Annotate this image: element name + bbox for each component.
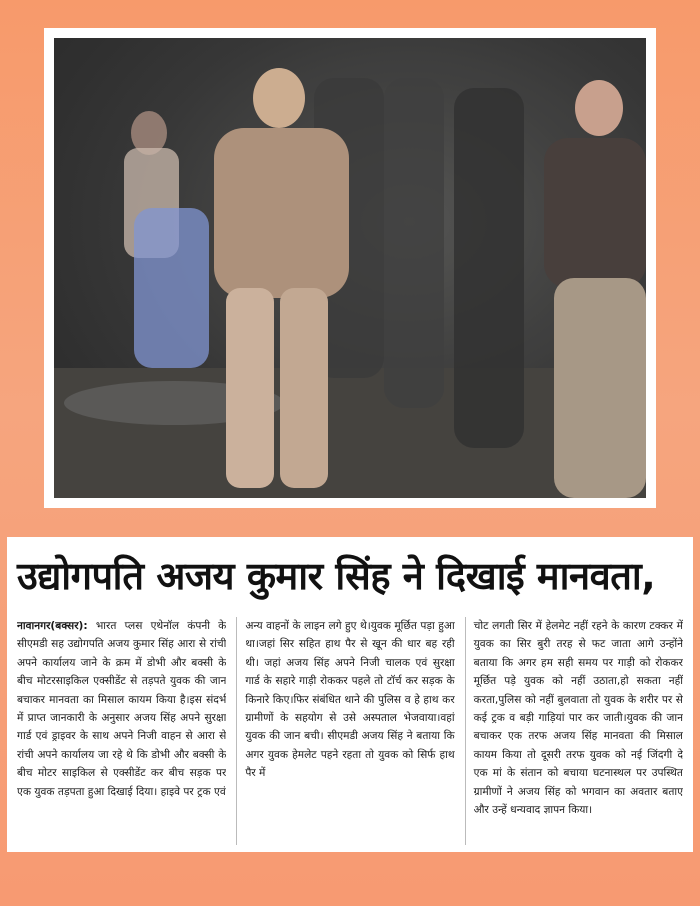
night-scene-image bbox=[54, 38, 646, 498]
photo-frame bbox=[44, 28, 656, 508]
dateline: नावानगर(बक्सर): bbox=[17, 620, 88, 632]
article-column-3 bbox=[465, 617, 683, 845]
news-article bbox=[7, 537, 693, 852]
article-column-2 bbox=[236, 617, 454, 845]
article-column-1 bbox=[17, 617, 226, 845]
article-columns bbox=[17, 617, 683, 845]
column-text: चोट लगती सिर में हेलमेट नहीं रहने के कारण टक्कर में युवक का सिर बुरी तरह से फट जाता आगे उन्होंने बताया कि अगर हम सही समय पर गाड़ी को रोककर मूर्छित पड़े युवक को नहीं उठाता,हो सकता नहीं करता,पुलिस को नहीं बुलवाता तो युवक के शरीर पर से कई ट्रक व बड़ी गाड़ियां पार कर जाती।युवक की जान बचाकर एक तरफ अजय सिंह मानवता की मिसाल कायम किया तो दूसरी तरफ युवक को नई जिंदगी दे एक मां के संतान को बचाया घटनास्थल पर उपस्थित ग्रामीणों ने अजय सिंह को भगवान का अवतार बताए और उन्हें धन्यवाद ज्ञापन किया। bbox=[473, 620, 683, 817]
column-text: अन्य वाहनों के लाइन लगे हुए थे।युवक मूर्छित पड़ा हुआ था।जहां सिर सहित हाथ पैर से खून की धार बह रही थी। जहां अजय सिंह अपने निजी चालक एवं सुरक्षा गार्ड के सहारे गाड़ी रोककर पहले तो टॉर्च कर सड़क के किनारे किए।फिर संबंधित थाने की पुलिस व हे हाथ कर ग्रामीणों के सहयोग से उसे अस्पताल भेजवाया।वहां युवक की जान बची। सीएमडी अजय सिंह ने बताया कि अगर युवक हेमलेट पहने रहता तो युवक को सिर्फ हाथ पैर में bbox=[245, 620, 455, 780]
headline: उद्योगपति अजय कुमार सिंह ने दिखाई मानवता, bbox=[17, 554, 656, 598]
column-text: भारत प्लस एथेनॉल कंपनी के सीएमडी सह उद्योगपति अजय कुमार सिंह आरा से रांची अपने कार्यालय जाने के क्रम में डोभी और बक्सी के बीच मोटरसाइकिल एक्सीडेंट से तड़पते युवक की जान बचाकर मानवता का मिसाल कायम किया है।इस संदर्भ में प्राप्त जानकारी के अनुसार अजय सिंह अपने सुरक्षा गार्ड एवं ड्राइवर के साथ अपने निजी वाहन से आरा से रांची अपने कार्यालय जा रहे थे कि डोभी और बक्सी के बीच मोटर साइकिल से एक्सीडेंट कर बीच सड़क पर एक युवक तड़पता हुआ दिखाई दिया। हाइवे पर ट्रक एवं bbox=[17, 620, 227, 798]
news-photo bbox=[54, 38, 646, 498]
